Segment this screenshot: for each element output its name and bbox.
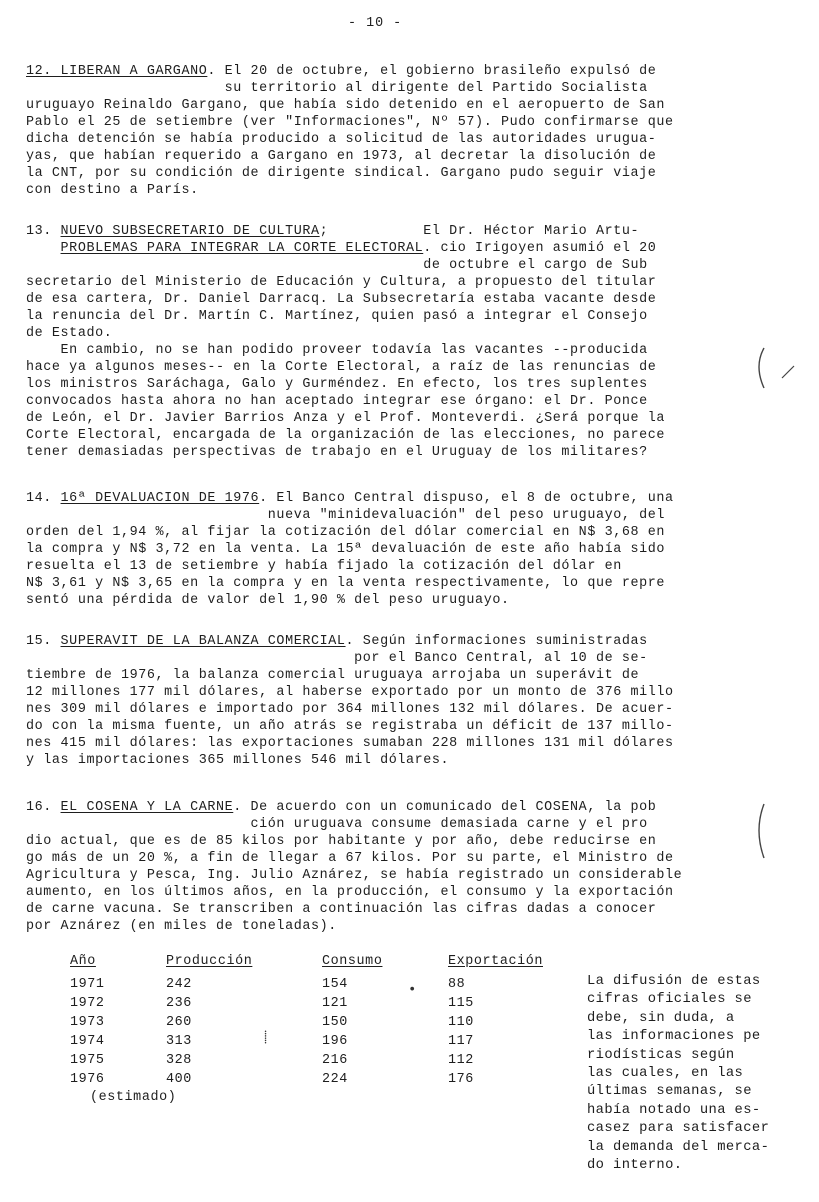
scan-bracket-mark-2 [752,800,800,870]
item-16-line-4: go más de un 20 %, a fin de llegar a 67 kilos. Por su parte, el Ministro de [26,851,674,866]
item-12-line-3: uruguayo Reinaldo Gargano, que había sido detenido en el aeropuerto de San [26,98,666,113]
table-row [70,1070,568,1089]
table-row [70,1032,568,1051]
cell-year: 1971 [70,977,105,992]
heading-16 [26,800,233,816]
table-footnote: (estimado) [90,1090,177,1105]
item-12-line-8: con destino a París. [26,183,199,198]
cell-year: 1973 [70,1015,105,1030]
heading-13b [26,241,423,257]
cell-export: 110 [448,1015,474,1030]
cell-export: 112 [448,1053,474,1068]
item-13-line-3: de octubre el cargo de Sub [26,258,648,273]
item-13-line-4: secretario del Ministerio de Educación y Cultura, a propuesto del titular [26,275,657,290]
item-12-line-2: su territorio al dirigente del Partido Socialista [26,81,648,96]
heading-14-text [61,491,260,506]
cell-production: 260 [166,1015,192,1030]
heading-15 [26,634,346,650]
item-16-line-2: ción uruguava consume demasiada carne y el pro [26,817,648,832]
cell-production: 236 [166,996,192,1011]
item-13-line-9: hace ya algunos meses-- en la Corte Electoral, a raíz de las renuncias de [26,360,657,375]
cell-production: 328 [166,1053,192,1068]
cell-production: 400 [166,1072,192,1087]
cell-consumption: 150 [322,1015,348,1030]
page-number: - 10 - [348,16,403,31]
item-13-line-7: de Estado. [26,326,113,341]
item-15-line-5: nes 309 mil dólares e importado por 364 millones 132 mil dólares. De acuer- [26,702,674,717]
item-13-line-11: convocados hasta ahora no han aceptado integrar ese órgano: el Dr. Ponce [26,394,648,409]
item-14-line-3: orden del 1,94 %, al fijar la cotización del dólar comercial en N$ 3,68 en [26,525,666,540]
item-12-line-1: 12. LIBERAN A GARGANO. El 20 de octubre, el gobierno brasileño expulsó de [26,64,657,79]
scan-bracket-mark [752,342,800,394]
item-13-line-6: la renuncia del Dr. Martín C. Martínez, quien pasó a integrar el Consejo [26,309,648,324]
item-14-line-4: la compra y N$ 3,72 en la venta. La 15ª devaluación de este año había sido [26,542,666,557]
item-13-line-5: de esa cartera, Dr. Daniel Darracq. La Subsecretaría estaba vacante desde [26,292,657,307]
item-14-line-7: sentó una pérdida de valor del 1,90 % del peso uruguayo. [26,593,510,608]
item-13-line-12: de León, el Dr. Javier Barrios Anza y el Prof. Monteverdi. ¿Será porque la [26,411,666,426]
heading-15-text [61,634,346,649]
item-15-line-8: y las importaciones 365 millones 546 mil dólares. [26,753,450,768]
side-note: La difusión de estas cifras oficiales se debe, sin duda, a las informaciones pe riodísticas según las cuales, en las últimas semanas, se había notado una es- casez para satisfacer la demanda del merca- do interno. [587,974,770,1174]
item-12-line-6: yas, que habían requerido a Gargano en 1973, al decretar la disolución de [26,149,657,164]
heading-16-text [61,800,234,815]
cell-year: 1974 [70,1034,105,1049]
header-year: Año [70,954,96,969]
cell-consumption: 121 [322,996,348,1011]
item-12-line-7: la CNT, por su condición de dirigente sindical. Gargano pudo seguir viaje [26,166,657,181]
item-13-line-1: 13. NUEVO SUBSECRETARIO DE CULTURA; El Dr. Héctor Mario Artu- [26,224,640,239]
item-13-line-13: Corte Electoral, encargada de la organización de las elecciones, no parece [26,428,666,443]
item-16-line-6: aumento, en los últimos años, en la producción, el consumo y la exportación [26,885,674,900]
cell-export: 115 [448,996,474,1011]
header-export: Exportación [448,954,543,969]
item-15-line-3: tiembre de 1976, la balanza comercial uruguaya arrojaba un superávit de [26,668,640,683]
item-14-line-2: nueva "minidevaluación" del peso uruguayo, del [26,508,666,523]
cell-production: 313 [166,1034,192,1049]
cell-year: 1976 [70,1072,105,1087]
item-14-line-6: N$ 3,61 y N$ 3,65 en la compra y en la venta respectivamente, lo que repre [26,576,666,591]
item-13-line-14: tener demasiadas perspectivas de trabajo en el Uruguay de los militares? [26,445,648,460]
cell-consumption: 216 [322,1053,348,1068]
cell-export: 88 [448,977,466,992]
item-12-line-4: Pablo el 25 de setiembre (ver "Informaciones", Nº 57). Pudo confirmarse que [26,115,674,130]
item-14-line-1: 14. 16ª DEVALUACION DE 1976. El Banco Central dispuso, el 8 de octubre, una [26,491,674,506]
item-15-line-7: nes 415 mil dólares: las exportaciones sumaban 228 millones 131 mil dólares [26,736,674,751]
heading-13a-text [61,224,320,239]
cell-consumption: 154 [322,977,348,992]
scan-tick-mark: ⸽ [264,1031,268,1045]
table-row [70,1013,568,1032]
cell-year: 1972 [70,996,105,1011]
item-16-line-3: dio actual, que es de 85 kilos por habitante y por año, debe reducirse en [26,834,657,849]
table-header-row [70,954,568,975]
cell-export: 117 [448,1034,474,1049]
heading-14 [26,491,259,507]
cell-consumption: 224 [322,1072,348,1087]
item-12-line-5: dicha detención se había producido a solicitud de las autoridades urugua- [26,132,657,147]
item-16-line-1: 16. EL COSENA Y LA CARNE. De acuerdo con un comunicado del COSENA, la pob [26,800,657,815]
table-row [70,1051,568,1070]
item-16-line-7: de carne vacuna. Se transcriben a continuación las cifras dadas a conocer [26,902,657,917]
cell-production: 242 [166,977,192,992]
table-row [70,975,568,994]
scan-dot-mark: • [408,982,417,998]
heading-13b-text [61,241,424,256]
heading-12-text [61,64,208,79]
item-13-line-2: PROBLEMAS PARA INTEGRAR LA CORTE ELECTORAL. cio Irigoyen asumió el 20 [26,241,657,256]
table-row [70,994,568,1013]
header-production: Producción [166,954,253,969]
item-13-line-8: En cambio, no se han podido proveer todavía las vacantes --producida [26,343,648,358]
meat-statistics-table [70,954,568,1089]
heading-12 [26,64,207,80]
item-13-line-10: los ministros Saráchaga, Galo y Gurméndez. En efecto, los tres suplentes [26,377,648,392]
item-16-line-5: Agricultura y Pesca, Ing. Julio Aznárez, se había registrado un considerable [26,868,683,883]
item-14-line-5: resuelta el 13 de setiembre y había fijado la cotización del dólar en [26,559,622,574]
cell-export: 176 [448,1072,474,1087]
item-15-line-2: por el Banco Central, al 10 de se- [26,651,648,666]
header-consumption: Consumo [322,954,383,969]
heading-13a [26,224,320,240]
item-15-line-1: 15. SUPERAVIT DE LA BALANZA COMERCIAL. Según informaciones suministradas [26,634,648,649]
cell-consumption: 196 [322,1034,348,1049]
item-16-line-8: por Aznárez (en miles de toneladas). [26,919,337,934]
cell-year: 1975 [70,1053,105,1068]
item-15-line-4: 12 millones 177 mil dólares, al haberse exportado por un monto de 376 millo [26,685,674,700]
item-15-line-6: do con la misma fuente, un año atrás se registraba un déficit de 137 millo- [26,719,674,734]
